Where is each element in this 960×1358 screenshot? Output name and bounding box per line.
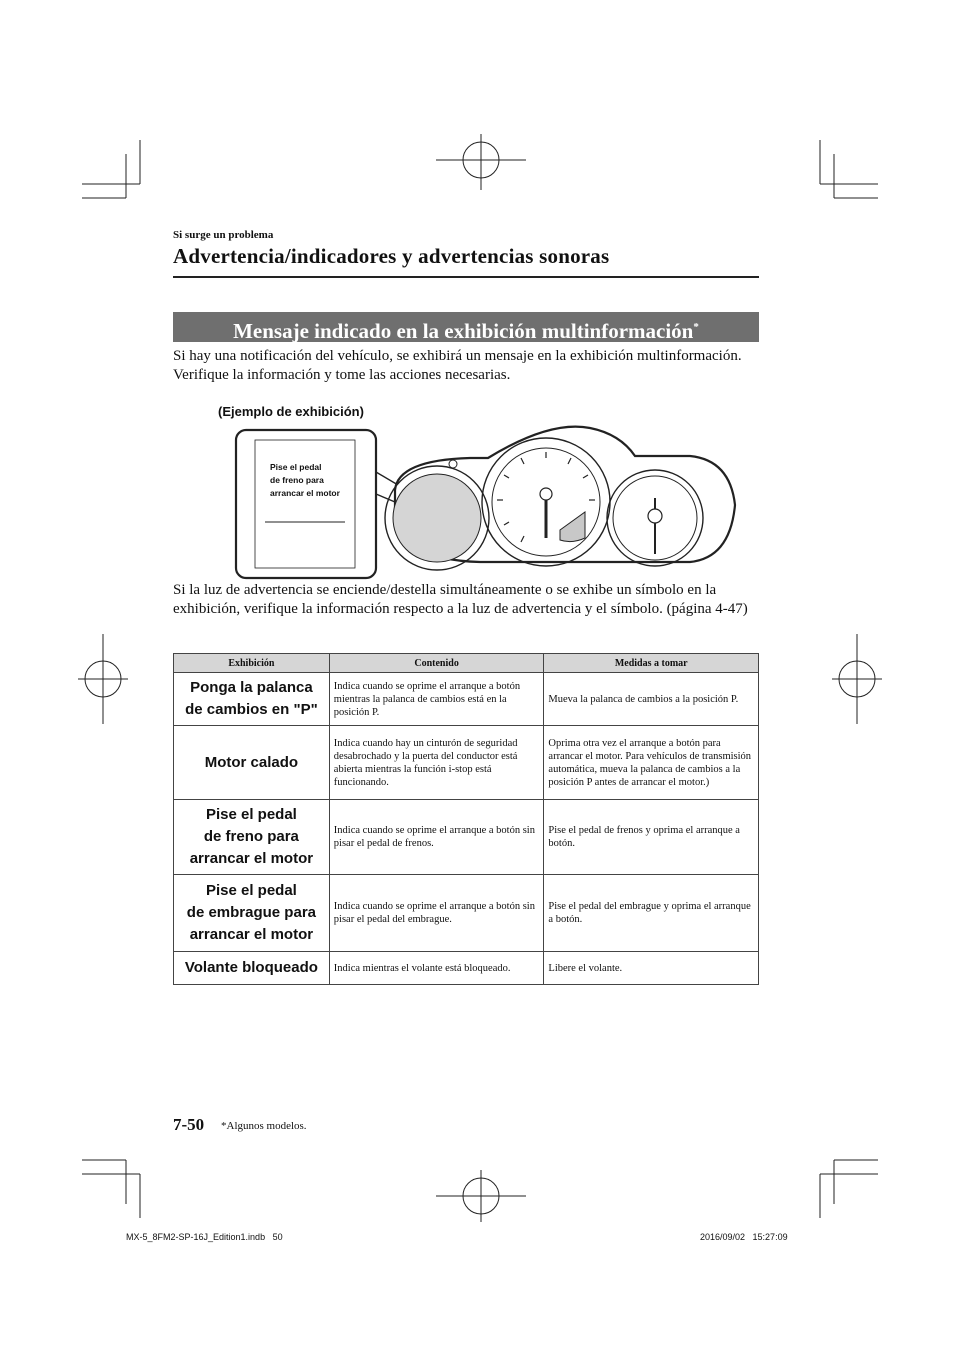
chapter-title: Advertencia/indicadores y advertencias sonoras [173, 244, 610, 268]
content-cell: Indica mientras el volante está bloqueado. [329, 952, 544, 985]
display-line: de embrague para [186, 904, 316, 921]
chapter-divider [173, 276, 759, 278]
table-row [174, 800, 759, 875]
display-cell [174, 800, 330, 875]
content-cell: Indica cuando hay un cinturón de seguridad desabrochado y la puerta del conductor está abierta mientras la función i-stop está funcionando. [329, 726, 544, 800]
table-header: Medidas a tomar [544, 654, 759, 673]
display-line: Ponga la palanca [190, 679, 313, 696]
table-row [174, 875, 759, 952]
display-line: Motor calado [204, 753, 299, 771]
display-cell [174, 673, 330, 726]
instrument-cluster-illustration [230, 420, 770, 590]
display-line: de freno para [203, 828, 299, 845]
action-cell: Libere el volante. [544, 952, 759, 985]
popup-line: de freno para [270, 475, 324, 485]
table-row [174, 726, 759, 800]
display-line: arrancar el motor [189, 850, 314, 867]
content-cell: Indica cuando se oprime el arranque a botón sin pisar el pedal del embrague. [329, 875, 544, 952]
content-cell: Indica cuando se oprime el arranque a botón mientras la palanca de cambios está en la posición P. [329, 673, 544, 726]
display-line: Pise el pedal [205, 882, 297, 899]
popup-message [270, 461, 340, 500]
table-header: Contenido [329, 654, 544, 673]
figure-label: (Ejemplo de exhibición) [218, 404, 364, 419]
warning-paragraph: Si la luz de advertencia se enciende/destella simultáneamente o se exhibe un símbolo en la exhibición, verifique la información respecto a la luz de advertencia y el símbolo. (página 4-47) [173, 582, 748, 617]
display-cell [174, 726, 330, 800]
page-number: 7-50 [173, 1115, 205, 1134]
file-date: 2016/09/02 15:27:09 [700, 1232, 788, 1242]
display-line: Volante bloqueado [184, 959, 318, 976]
display-line: de cambios en "P" [185, 701, 318, 718]
display-line: Pise el pedal [205, 806, 297, 823]
popup-line: arrancar el motor [270, 488, 340, 498]
footnote: *Algunos modelos. [221, 1120, 307, 1132]
table-row [174, 673, 759, 726]
table-header-row [174, 654, 759, 673]
section-banner [173, 312, 759, 342]
intro-paragraph: Si hay una notificación del vehículo, se exhibirá un mensaje en la exhibición multinformación. Verifique la información y tome las acciones necesarias. [173, 348, 742, 383]
action-cell: Mueva la palanca de cambios a la posición P. [544, 673, 759, 726]
display-cell [174, 952, 330, 985]
display-cell [174, 875, 330, 952]
section-label: Si surge un problema [173, 229, 274, 241]
action-cell: Oprima otra vez el arranque a botón para arrancar el motor. Para vehículos de transmisión automática, mueva la palanca de cambios a la posición P antes de arrancar el motor.) [544, 726, 759, 800]
banner-marker: * [693, 321, 699, 333]
banner-title: Mensaje indicado en la exhibición multinformación [233, 319, 694, 343]
file-info: MX-5_8FM2-SP-16J_Edition1.indb 50 [126, 1232, 283, 1242]
table-row [174, 952, 759, 985]
table-header: Exhibición [174, 654, 330, 673]
action-cell: Pise el pedal de frenos y oprima el arranque a botón. [544, 800, 759, 875]
content-cell: Indica cuando se oprime el arranque a botón sin pisar el pedal de frenos. [329, 800, 544, 875]
popup-line: Pise el pedal [270, 462, 322, 472]
display-line: arrancar el motor [189, 926, 314, 943]
messages-table [173, 653, 759, 985]
action-cell: Pise el pedal del embrague y oprima el arranque a botón. [544, 875, 759, 952]
